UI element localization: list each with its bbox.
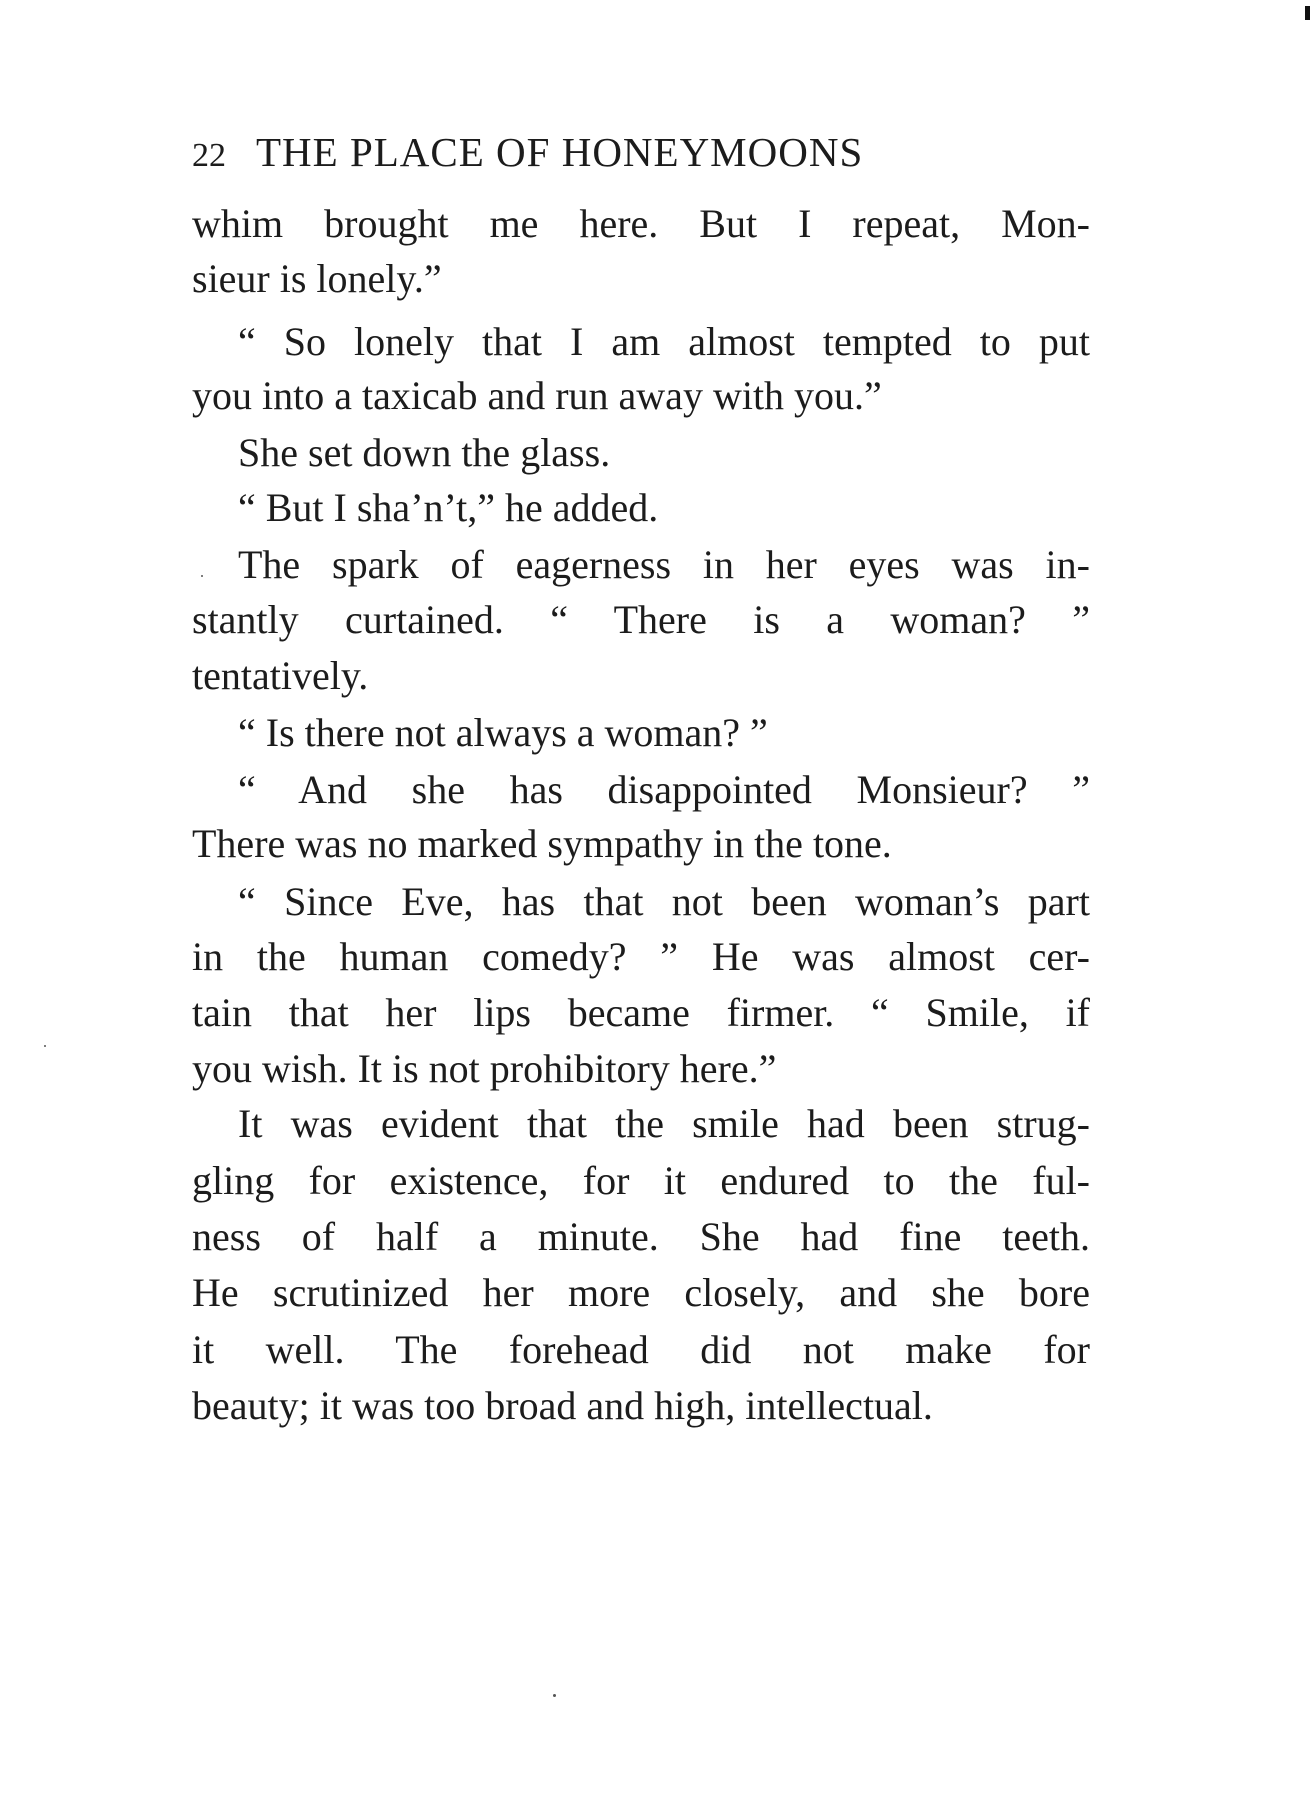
text-line: tentatively. — [192, 653, 369, 698]
scan-speck — [201, 575, 203, 577]
text-line: “ Since Eve, has that not been woman’s part — [238, 879, 1090, 924]
text-line: ness of half a minute. She had fine teeth. — [192, 1214, 1090, 1259]
text-line: beauty; it was too broad and high, intellectual. — [192, 1383, 933, 1428]
text-line: gling for existence, for it endured to the ful- — [192, 1158, 1090, 1203]
text-line: you into a taxicab and run away with you.” — [192, 373, 882, 418]
text-line: He scrutinized her more closely, and she bore — [192, 1270, 1090, 1315]
text-line: you wish. It is not prohibitory here.” — [192, 1046, 777, 1091]
text-line: She set down the glass. — [238, 430, 611, 475]
scan-speck — [44, 1045, 46, 1047]
scan-speck — [553, 1694, 556, 1697]
text-line: “ So lonely that I am almost tempted to put — [238, 319, 1090, 364]
scan-edge-mark — [1305, 6, 1310, 20]
text-line: “ But I sha’n’t,” he added. — [238, 485, 659, 530]
text-line: in the human comedy? ” He was almost cer- — [192, 934, 1090, 979]
page-number: 22 — [192, 137, 226, 174]
text-line: It was evident that the smile had been strug- — [238, 1101, 1090, 1146]
text-line: sieur is lonely.” — [192, 256, 442, 301]
running-title: THE PLACE OF HONEYMOONS — [256, 129, 864, 175]
text-line: whim brought me here. But I repeat, Mon- — [192, 201, 1090, 246]
text-line: stantly curtained. “ There is a woman? ” — [192, 597, 1090, 642]
text-line: “ And she has disappointed Monsieur? ” — [238, 767, 1090, 812]
text-line: it well. The forehead did not make for — [192, 1327, 1090, 1372]
text-line: The spark of eagerness in her eyes was in- — [238, 542, 1090, 587]
text-line: tain that her lips became firmer. “ Smile, if — [192, 990, 1090, 1035]
text-line: “ Is there not always a woman? ” — [238, 710, 768, 755]
running-header — [192, 128, 1092, 188]
text-line: There was no marked sympathy in the tone. — [192, 821, 892, 866]
